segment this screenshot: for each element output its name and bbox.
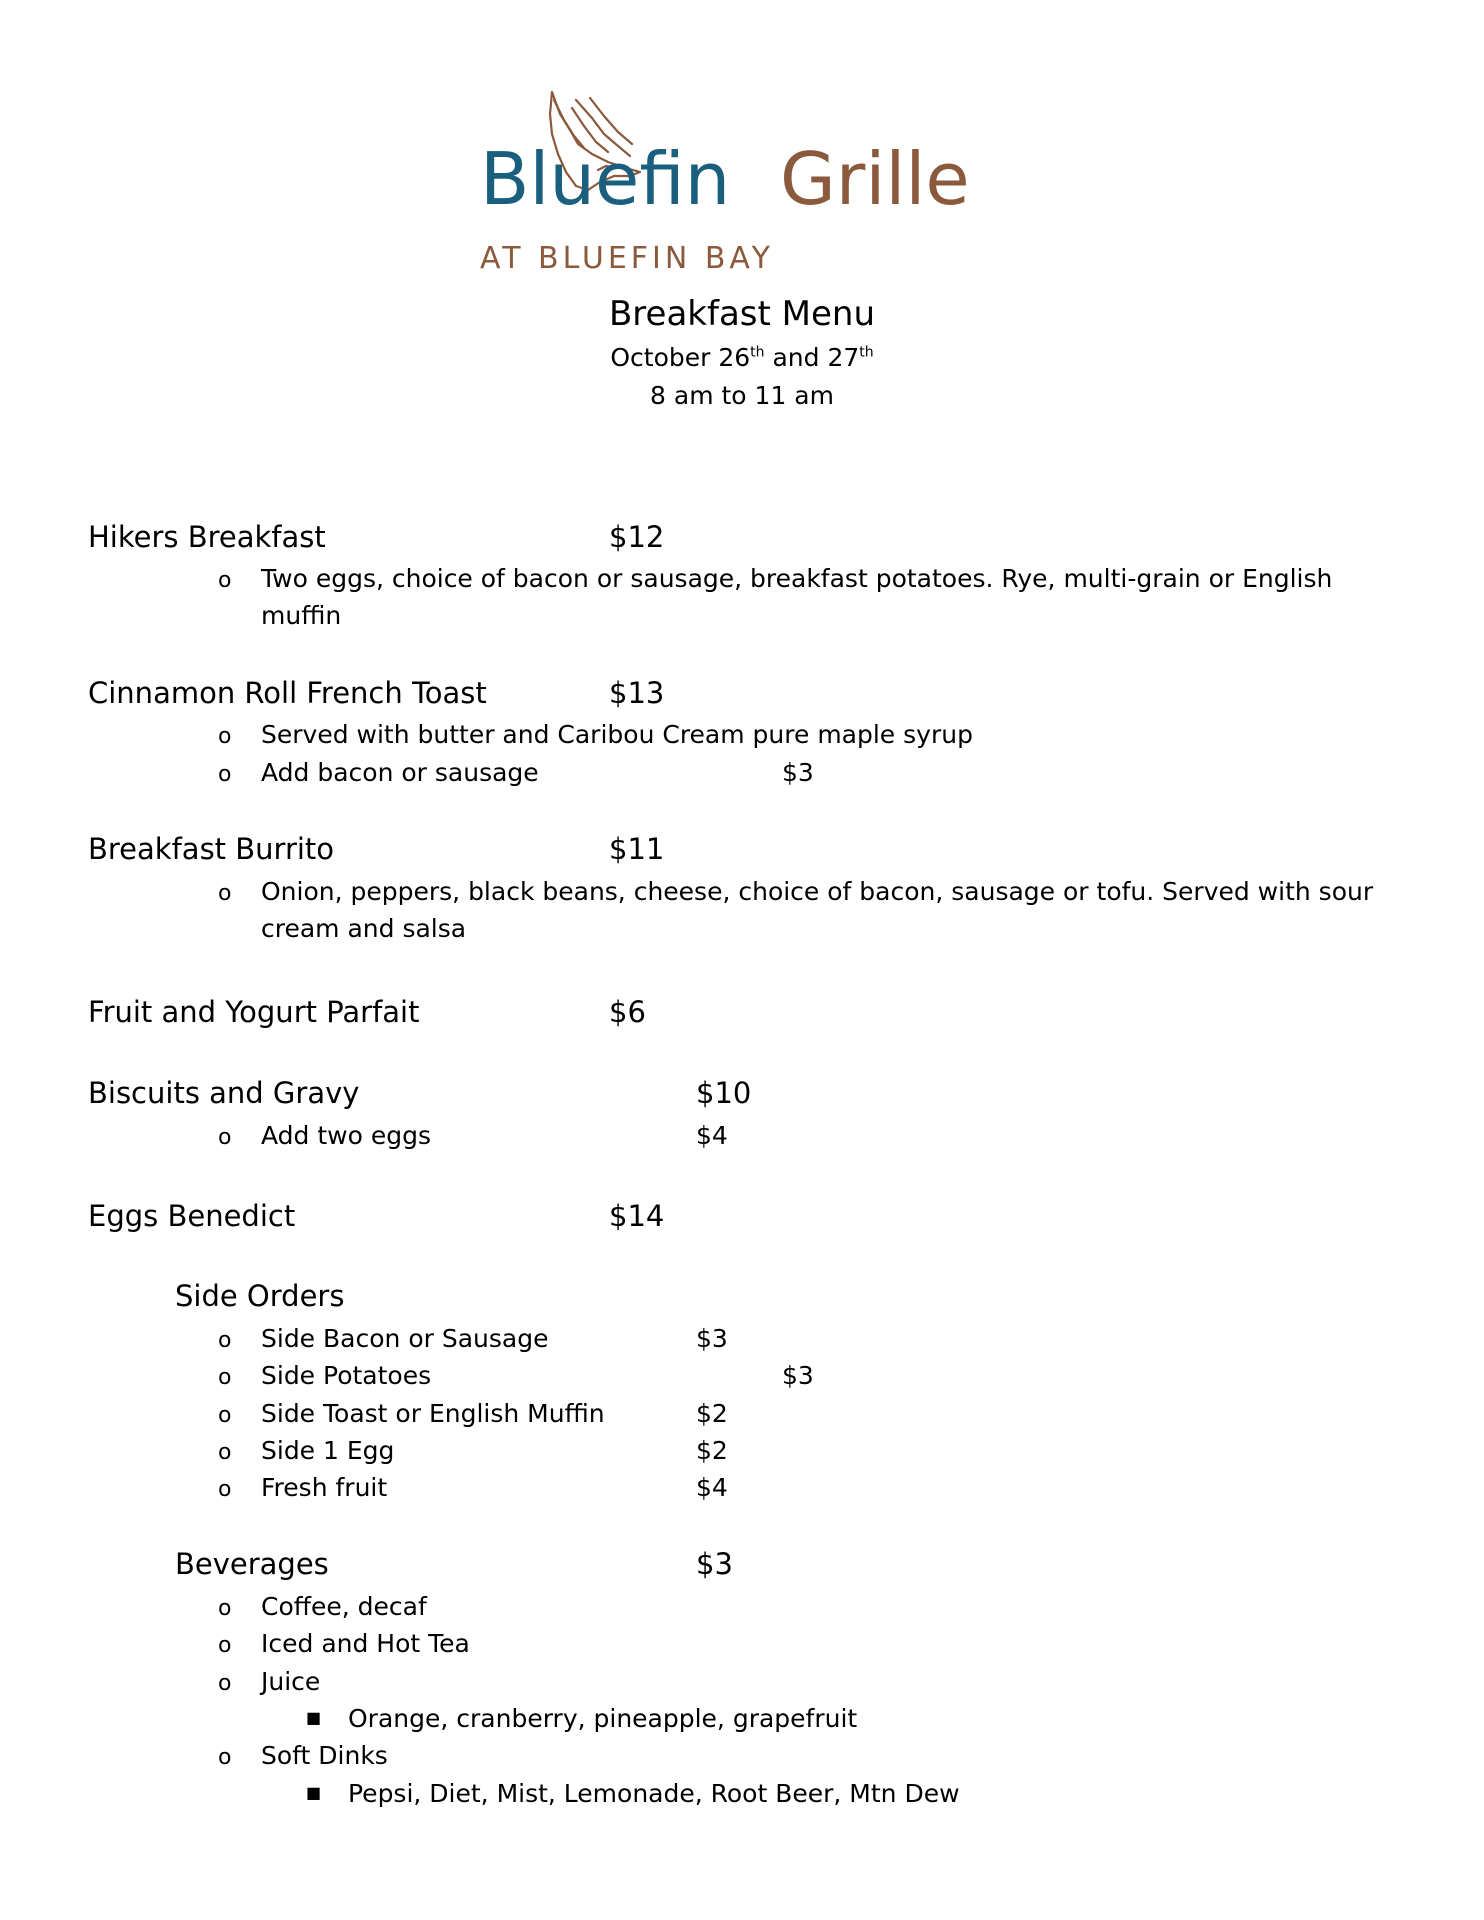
item-name-burrito: Breakfast Burrito [88,832,335,866]
circle-bullet-icon: o [218,1365,232,1390]
side-item-name: Side Potatoes [261,1361,432,1390]
item-price-benedict: $14 [609,1199,665,1233]
square-bullet-icon: ■ [306,1783,322,1802]
item-desc-hikers: Two eggs, choice of bacon or sausage, breakfast potatoes. Rye, multi-grain or English [261,564,1333,593]
side-item-price: $2 [696,1399,728,1428]
item-desc-burrito-cont: cream and salsa [261,914,467,943]
item-addon-price-french-toast: $3 [782,758,814,787]
circle-bullet-icon: o [218,1125,232,1150]
item-name-benedict: Eggs Benedict [88,1199,296,1233]
menu-hours: 8 am to 11 am [650,381,834,410]
logo-tagline: AT BLUEFIN BAY [480,241,774,276]
logo-name-primary: Bluefin [480,137,731,221]
circle-bullet-icon: o [218,1596,232,1621]
circle-bullet-icon: o [218,724,232,749]
side-item-price: $3 [696,1324,728,1353]
beverage-suboptions: Pepsi, Diet, Mist, Lemonade, Root Beer, Mtn Dew [348,1779,960,1808]
beverage-item: Soft Dinks [261,1741,388,1770]
beverage-item: Iced and Hot Tea [261,1629,470,1658]
beverage-item: Juice [261,1667,321,1696]
beverage-item: Coffee, decaf [261,1592,427,1621]
item-price-french-toast: $13 [609,676,665,710]
item-desc-burrito: Onion, peppers, black beans, cheese, choice of bacon, sausage or tofu. Served with sour [261,877,1374,906]
item-price-hikers: $12 [609,520,665,554]
circle-bullet-icon: o [218,1671,232,1696]
side-item-name: Side 1 Egg [261,1436,395,1465]
item-price-parfait: $6 [609,995,646,1029]
item-name-hikers: Hikers Breakfast [88,520,326,554]
item-name-biscuits: Biscuits and Gravy [88,1076,360,1110]
item-addon-biscuits: Add two eggs [261,1121,431,1150]
logo-name-secondary: Grille [780,137,970,221]
side-item-price: $3 [782,1361,814,1390]
square-bullet-icon: ■ [306,1708,322,1727]
circle-bullet-icon: o [218,1403,232,1428]
item-addon-price-biscuits: $4 [696,1121,728,1150]
restaurant-logo [480,86,1000,286]
circle-bullet-icon: o [218,881,232,906]
menu-title: Breakfast Menu [608,294,875,334]
item-desc-hikers-cont: muffin [261,601,342,630]
item-desc-french-toast: Served with butter and Caribou Cream pure maple syrup [261,720,973,749]
item-name-french-toast: Cinnamon Roll French Toast [88,676,487,710]
item-price-burrito: $11 [609,832,665,866]
side-item-name: Side Bacon or Sausage [261,1324,549,1353]
side-item-price: $4 [696,1473,728,1502]
side-item-name: Side Toast or English Muffin [261,1399,605,1428]
circle-bullet-icon: o [218,1745,232,1770]
side-item-name: Fresh fruit [261,1473,388,1502]
circle-bullet-icon: o [218,568,232,593]
item-addon-french-toast: Add bacon or sausage [261,758,539,787]
circle-bullet-icon: o [218,762,232,787]
beverages-price: $3 [696,1547,733,1581]
menu-dates: October 26th and 27th [610,343,874,372]
side-item-price: $2 [696,1436,728,1465]
circle-bullet-icon: o [218,1633,232,1658]
circle-bullet-icon: o [218,1440,232,1465]
item-price-biscuits: $10 [696,1076,752,1110]
beverage-suboptions: Orange, cranberry, pineapple, grapefruit [348,1704,858,1733]
section-heading-sides: Side Orders [175,1279,345,1313]
circle-bullet-icon: o [218,1477,232,1502]
circle-bullet-icon: o [218,1328,232,1353]
item-name-parfait: Fruit and Yogurt Parfait [88,995,420,1029]
section-heading-beverages: Beverages [175,1547,329,1581]
